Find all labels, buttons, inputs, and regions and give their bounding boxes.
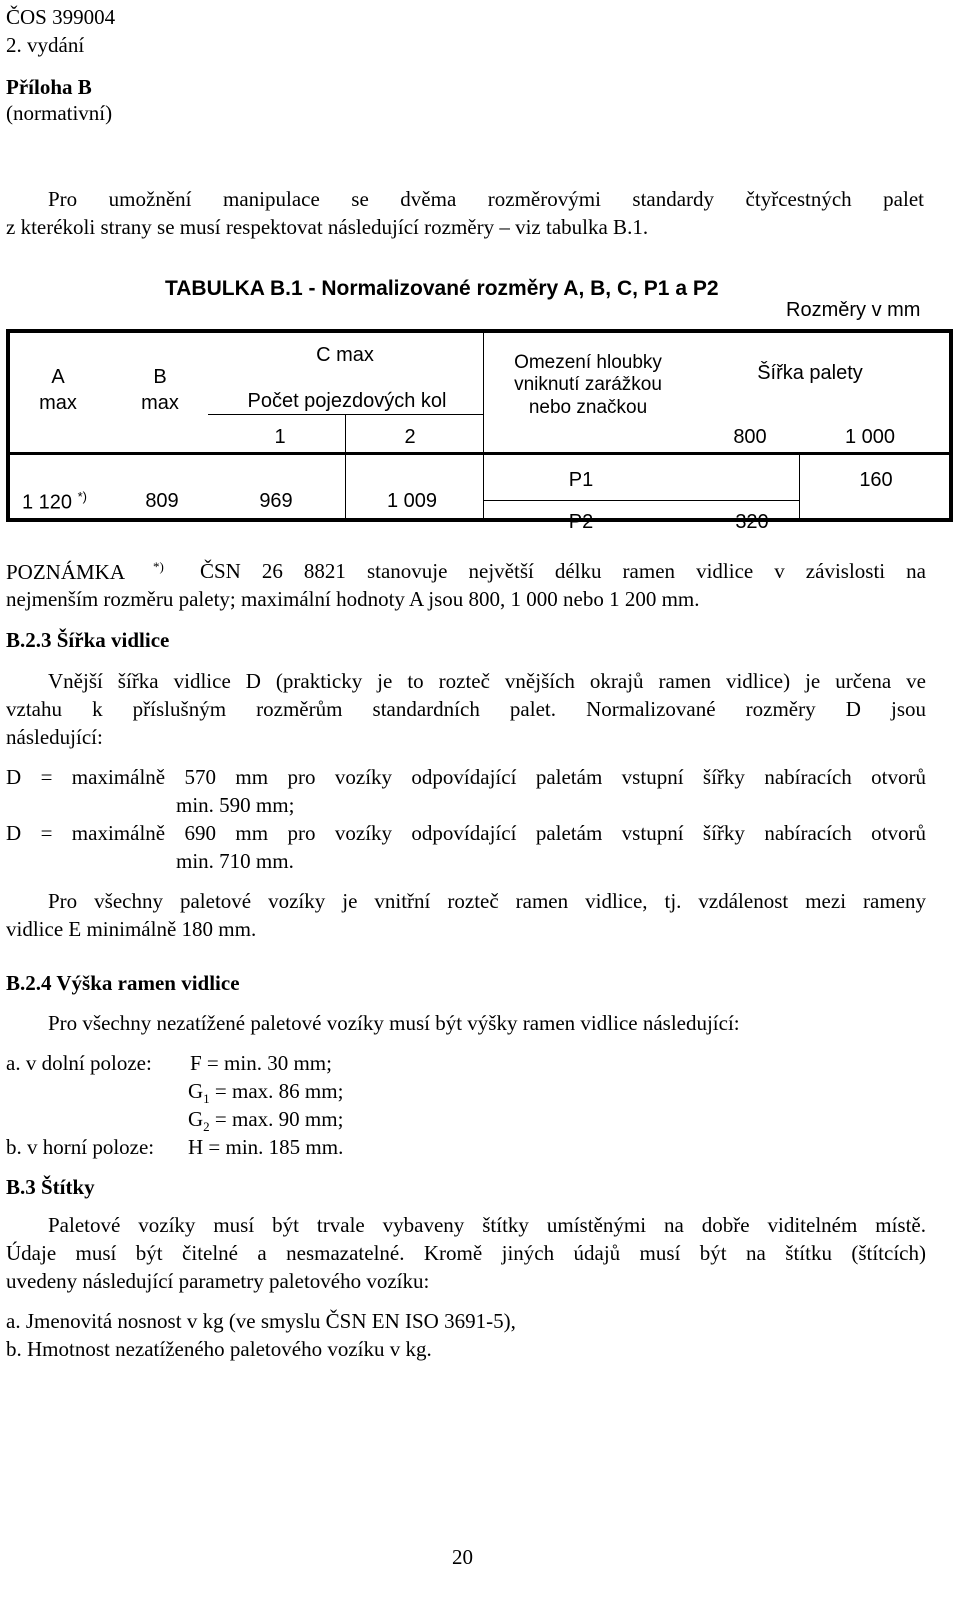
annex-title: Příloha B xyxy=(6,75,92,99)
table-rule xyxy=(483,333,484,519)
b23-d2-line1: D = maximálně 690 mm pro vozíky odpovídající paletám vstupní šířky nabíracích otvorů xyxy=(6,821,926,845)
b24-h-value: H = min. 185 mm. xyxy=(188,1135,344,1159)
intro-line-1: Pro umožnění manipulace se dvěma rozměrovými standardy čtyřcestných palet xyxy=(48,187,924,211)
b23-d1-line2: min. 590 mm; xyxy=(176,793,295,817)
row-p1-label: P1 xyxy=(568,469,594,491)
b3-item-b: b. Hmotnost nezatíženého paletového vozíku v kg. xyxy=(6,1337,432,1361)
row-c2-value: 1 009 xyxy=(386,490,438,512)
col-a-header: A xyxy=(51,366,65,388)
col-c-2: 2 xyxy=(404,426,416,448)
note-label: POZNÁMKA *) xyxy=(6,559,164,584)
p1-1000-value: 160 xyxy=(859,469,893,491)
table-rule xyxy=(483,500,799,501)
col-width-1000: 1 000 xyxy=(844,426,896,448)
b3-item-a: a. Jmenovitá nosnost v kg (ve smyslu ČSN EN ISO 3691-5), xyxy=(6,1309,516,1333)
section-heading-b23: B.2.3 Šířka vidlice xyxy=(6,628,170,652)
b23-para1-line2: vztahu k příslušným rozměrům standardních palet. Normalizované rozměry D jsou xyxy=(6,697,926,721)
b24-g2-value: $G_2 = \max$. 90 mm; xyxy=(188,1107,344,1135)
b23-d1-line1: D = maximálně 570 mm pro vozíky odpovídající paletám vstupní šířky nabíracích otvorů xyxy=(6,765,926,789)
b24-para1: Pro všechny nezatížené paletové vozíky musí být výšky ramen vidlice následující: xyxy=(48,1011,740,1035)
b24-b-label: b. v horní poloze: xyxy=(6,1135,155,1159)
b3-para-line2: Údaje musí být čitelné a nesmazatelné. Kromě jiných údajů musí být na štítku (štítcích) xyxy=(6,1241,926,1265)
col-a-max: max xyxy=(39,392,77,414)
table-units: Rozměry v mm xyxy=(786,299,921,321)
row-a-value: 1 120 *) xyxy=(22,489,88,514)
b23-para1-line3: následující: xyxy=(6,725,103,749)
intro-line-2: z kterékoli strany se musí respektovat následující rozměry – viz tabulka B.1. xyxy=(6,215,649,239)
b24-a-label: a. v dolní poloze: xyxy=(6,1051,152,1075)
b23-d2-line2: min. 710 mm. xyxy=(176,849,294,873)
col-depth-header: Omezení hloubky vniknutí zarážkou nebo značkou xyxy=(514,352,662,418)
row-p2-label: P2 xyxy=(568,511,594,533)
table-divider xyxy=(8,452,952,455)
b24-f-value: F = min. 30 mm; xyxy=(190,1051,332,1075)
table-title: TABULKA B.1 - Normalizované rozměry A, B, C, P1 a P2 xyxy=(165,277,719,300)
col-c-1: 1 xyxy=(274,426,286,448)
p2-800-value: 320 xyxy=(735,511,769,533)
note-line-2: nejmenším rozměru palety; maximální hodnoty A jsou 800, 1 000 nebo 1 200 mm. xyxy=(6,587,700,611)
col-width-800: 800 xyxy=(733,426,767,448)
document-id: ČOS 399004 xyxy=(6,5,116,29)
b24-g1-value: $G_1 = \max$. 86 mm; xyxy=(188,1079,344,1107)
note-line-1: ČSN 26 8821 stanovuje největší délku ramen vidlice v závislosti na xyxy=(200,559,926,583)
row-c1-value: 969 xyxy=(259,490,293,512)
col-b-max: max xyxy=(141,392,179,414)
section-heading-b3: B.3 Štítky xyxy=(6,1175,95,1199)
b23-para2-line2: vidlice E minimálně 180 mm. xyxy=(6,917,257,941)
col-width-header: Šířka palety xyxy=(757,362,863,384)
edition: 2. vydání xyxy=(6,33,85,57)
col-b-header: B xyxy=(153,366,167,388)
col-c-subheader: Počet pojezdových kol xyxy=(247,390,447,412)
row-b-value: 809 xyxy=(145,490,179,512)
section-heading-b24: B.2.4 Výška ramen vidlice xyxy=(6,971,240,995)
page-number: 20 xyxy=(452,1545,473,1569)
col-c-header: C max xyxy=(316,344,374,366)
annex-subtitle: (normativní) xyxy=(6,101,113,125)
b3-para-line3: uvedeny následující parametry paletového vozíku: xyxy=(6,1269,430,1293)
b3-para-line1: Paletové vozíky musí být trvale vybaveny štítky umístěnými na dobře viditelném místě. xyxy=(48,1213,926,1237)
table-rule xyxy=(345,414,346,520)
b23-para1-line1: Vnější šířka vidlice D (prakticky je to rozteč vnějších okrajů ramen vidlice) je určena ve xyxy=(48,669,926,693)
table-rule xyxy=(799,455,800,519)
b23-para2-line1: Pro všechny paletové vozíky je vnitřní rozteč ramen vidlice, tj. vzdálenost mezi rameny xyxy=(48,889,926,913)
